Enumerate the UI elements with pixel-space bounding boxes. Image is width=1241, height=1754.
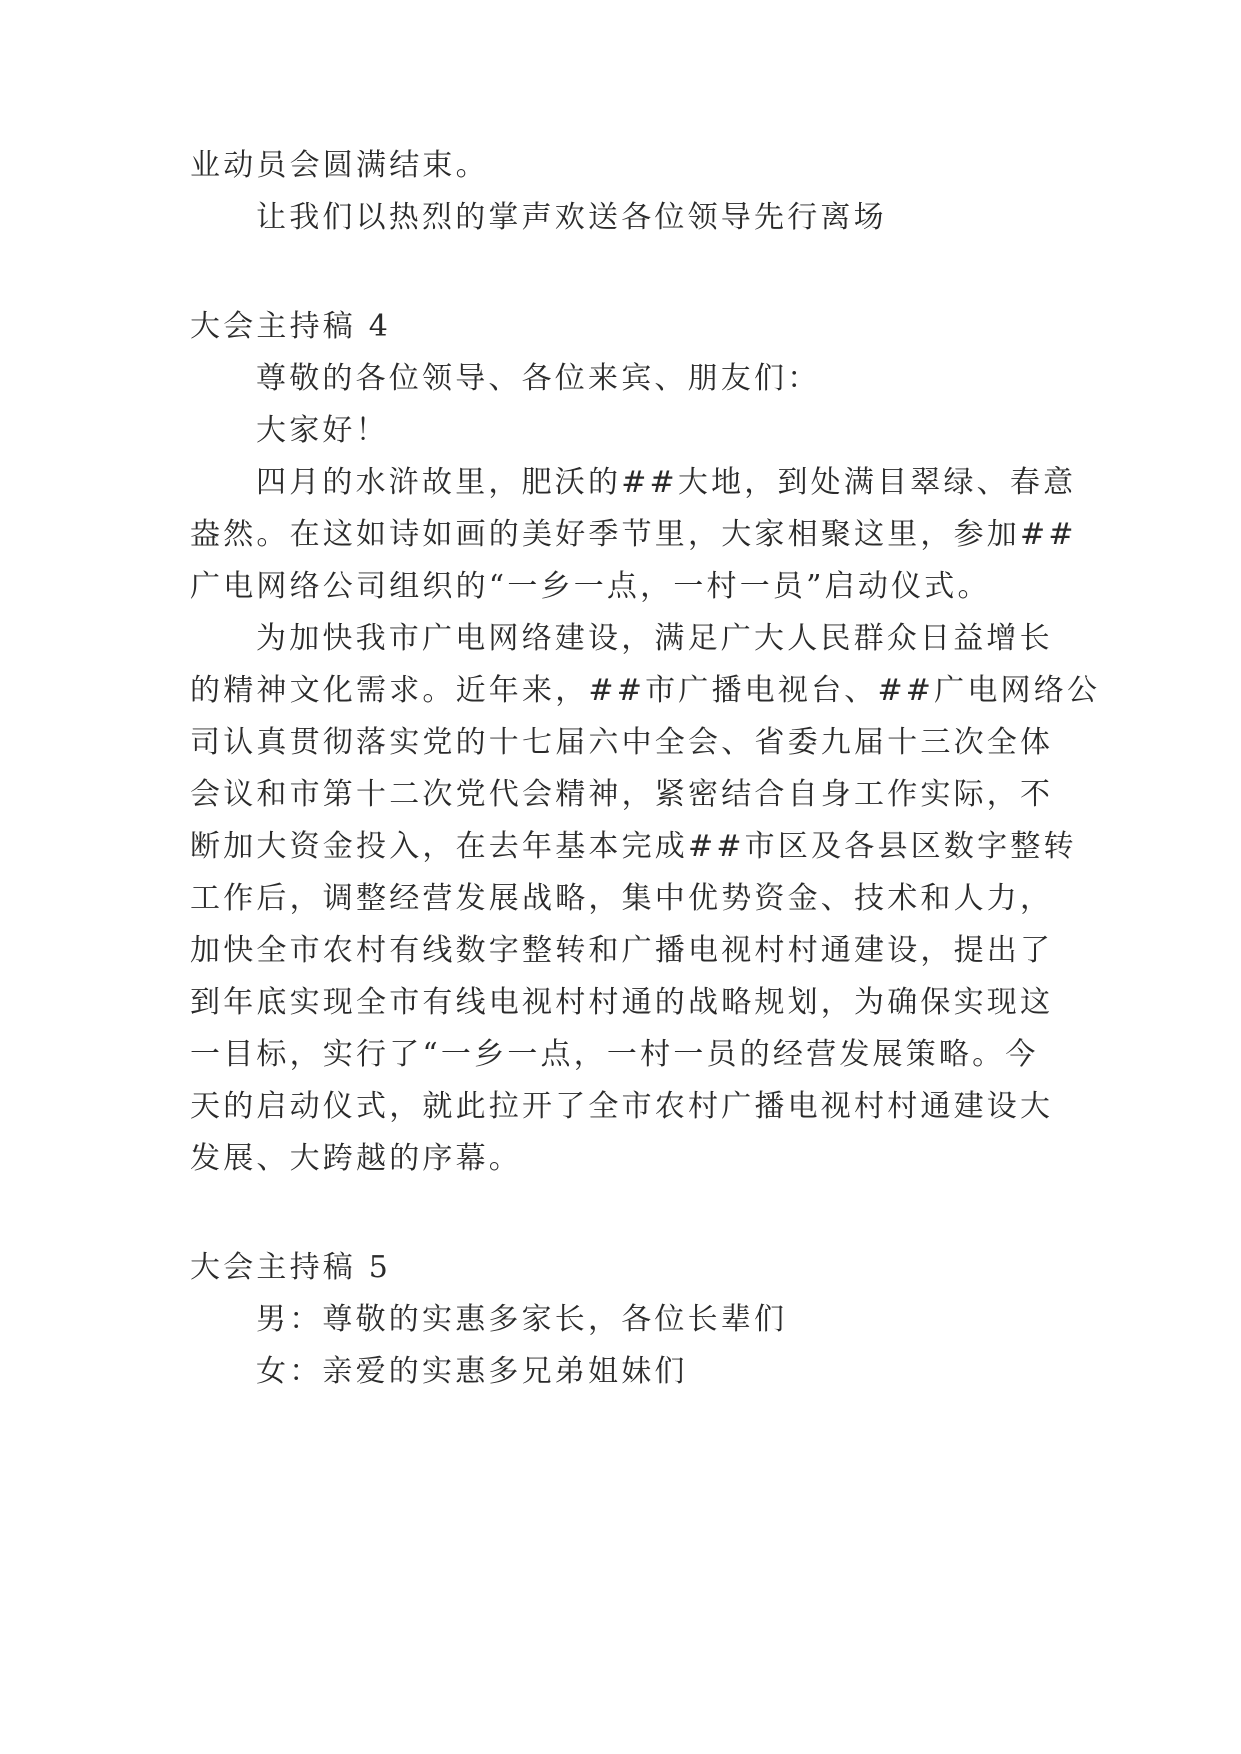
paragraph-line: 广电网络公司组织的“一乡一点，一村一员”启动仪式。 [190,569,991,604]
paragraph-line: 发展、大跨越的序幕。 [190,1141,522,1176]
paragraph-line: 尊敬的各位领导、各位来宾、朋友们： [256,361,821,396]
paragraph-line: 大家好！ [256,413,389,448]
paragraph-line: 的精神文化需求。近年来，##市广播电视台、##广电网络公 [190,673,1101,708]
paragraph-line: 天的启动仪式，就此拉开了全市农村广播电视村村通建设大 [190,1089,1054,1124]
paragraph-line: 盎然。在这如诗如画的美好季节里，大家相聚这里，参加## [190,517,1077,552]
paragraph-line: 一目标，实行了“一乡一点，一村一员的经营发展策略。今 [190,1037,1039,1072]
paragraph-line: 让我们以热烈的掌声欢送各位领导先行离场 [256,200,887,235]
paragraph-line: 四月的水浒故里，肥沃的##大地，到处满目翠绿、春意 [256,465,1077,500]
paragraph-line: 工作后，调整经营发展战略，集中优势资金、技术和人力， [190,881,1054,916]
paragraph-line: 到年底实现全市有线电视村村通的战略规划，为确保实现这 [190,985,1054,1020]
section-heading: 大会主持稿 5 [190,1250,392,1285]
paragraph-line: 女：亲爱的实惠多兄弟姐妹们 [256,1354,688,1389]
paragraph-line: 断加大资金投入，在去年基本完成##市区及各县区数字整转 [190,829,1077,864]
paragraph-line: 男：尊敬的实惠多家长，各位长辈们 [256,1302,788,1337]
paragraph-line: 司认真贯彻落实党的十七届六中全会、省委九届十三次全体 [190,725,1054,760]
section-heading: 大会主持稿 4 [190,309,392,344]
paragraph-line: 为加快我市广电网络建设，满足广大人民群众日益增长 [256,621,1053,656]
paragraph-line: 加快全市农村有线数字整转和广播电视村村通建设，提出了 [190,933,1054,968]
paragraph-line: 会议和市第十二次党代会精神，紧密结合自身工作实际，不 [190,777,1054,812]
paragraph-line: 业动员会圆满结束。 [190,148,489,183]
